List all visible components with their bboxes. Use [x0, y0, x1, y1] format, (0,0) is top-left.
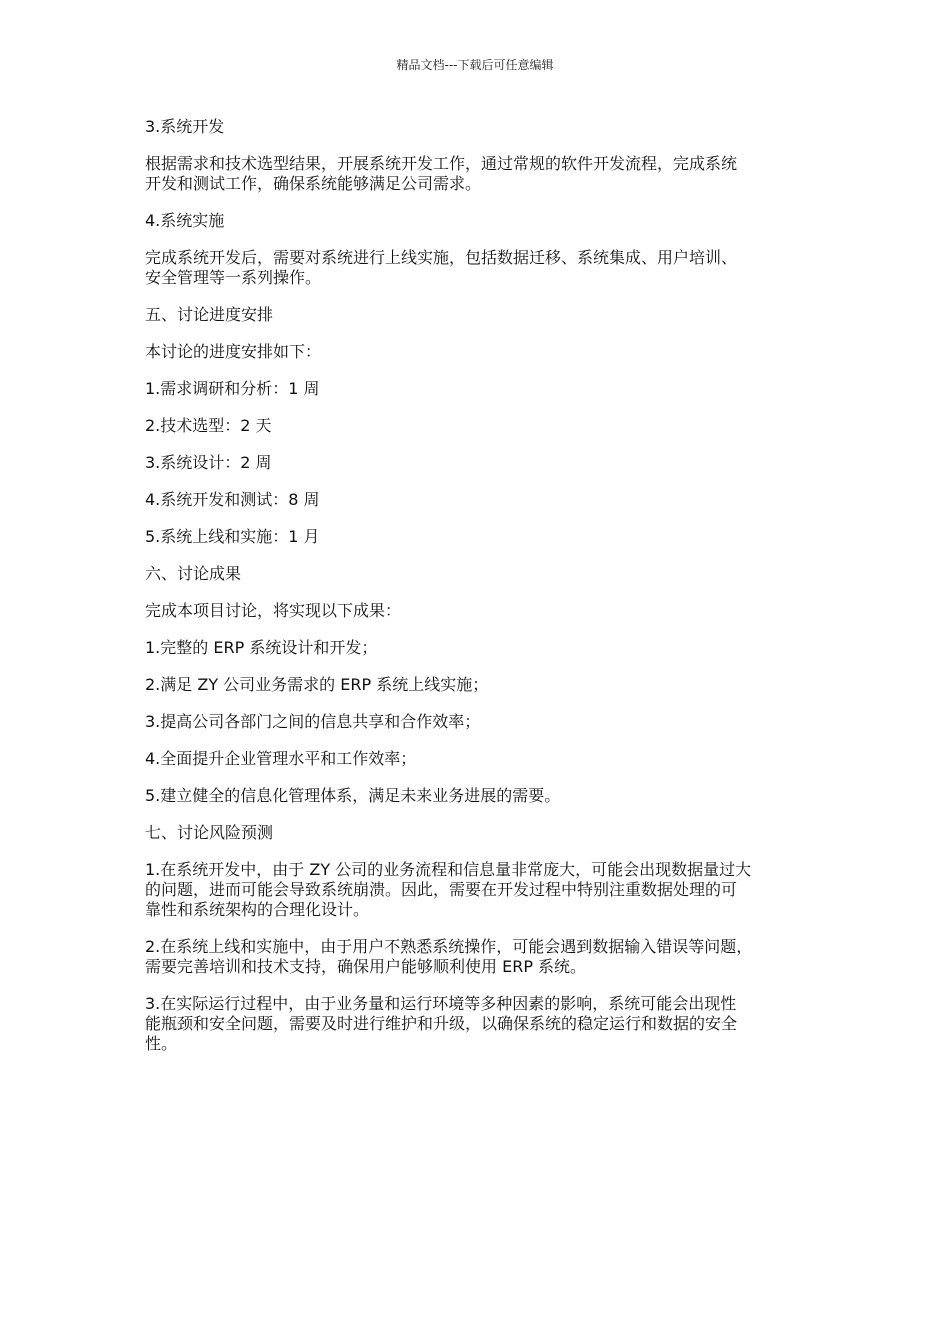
page-header: 精品文档---下载后可任意编辑: [396, 58, 554, 72]
document-body: [145, 117, 810, 1071]
risk-item: 3.在实际运行过程中，由于业务量和运行环境等多种因素的影响，系统可能会出现性 能瓶颈和安全问题，需要及时进行维护和升级，以确保系统的稳定运行和数据的安全 性。: [145, 994, 738, 1053]
body-paragraph: 完成系统开发后，需要对系统进行上线实施，包括数据迁移、系统集成、用户培训、 安全管理等一系列操作。: [145, 248, 738, 287]
chapter-heading: 五、讨论进度安排: [145, 305, 274, 324]
risk-item: 2.在系统上线和实施中，由于用户不熟悉系统操作，可能会遇到数据输入错误等问题， 需要完善培训和技术支持，确保用户能够顺利使用 ERP 系统。: [145, 937, 753, 976]
outcome-item: 4.全面提升企业管理水平和工作效率；: [145, 749, 417, 768]
schedule-item: 1.需求调研和分析：1 周: [145, 379, 320, 398]
chapter-heading: 七、讨论风险预测: [145, 823, 274, 842]
section-heading: 4.系统实施: [145, 211, 225, 230]
schedule-item: 3.系统设计：2 周: [145, 453, 272, 472]
body-paragraph: 根据需求和技术选型结果，开展系统开发工作，通过常规的软件开发流程，完成系统 开发和测试工作，确保系统能够满足公司需求。: [145, 154, 738, 193]
outcome-item: 5.建立健全的信息化管理体系，满足未来业务进展的需要。: [145, 786, 561, 805]
schedule-item: 5.系统上线和实施：1 月: [145, 527, 320, 546]
outcome-item: 1.完整的 ERP 系统设计和开发；: [145, 638, 378, 657]
body-paragraph: 完成本项目讨论，将实现以下成果：: [145, 601, 402, 620]
body-paragraph: 本讨论的进度安排如下：: [145, 342, 322, 361]
chapter-heading: 六、讨论成果: [145, 564, 242, 583]
outcome-item: 3.提高公司各部门之间的信息共享和合作效率；: [145, 712, 481, 731]
risk-item: 1.在系统开发中，由于 ZY 公司的业务流程和信息量非常庞大，可能会出现数据量过大 的问题，进而可能会导致系统崩溃。因此，需要在开发过程中特别注重数据处理的可 靠性和系统架构的合理化设计。: [145, 860, 752, 919]
schedule-item: 2.技术选型：2 天: [145, 416, 272, 435]
section-heading: 3.系统开发: [145, 117, 225, 136]
outcome-item: 2.满足 ZY 公司业务需求的 ERP 系统上线实施；: [145, 675, 489, 694]
schedule-item: 4.系统开发和测试：8 周: [145, 490, 320, 509]
